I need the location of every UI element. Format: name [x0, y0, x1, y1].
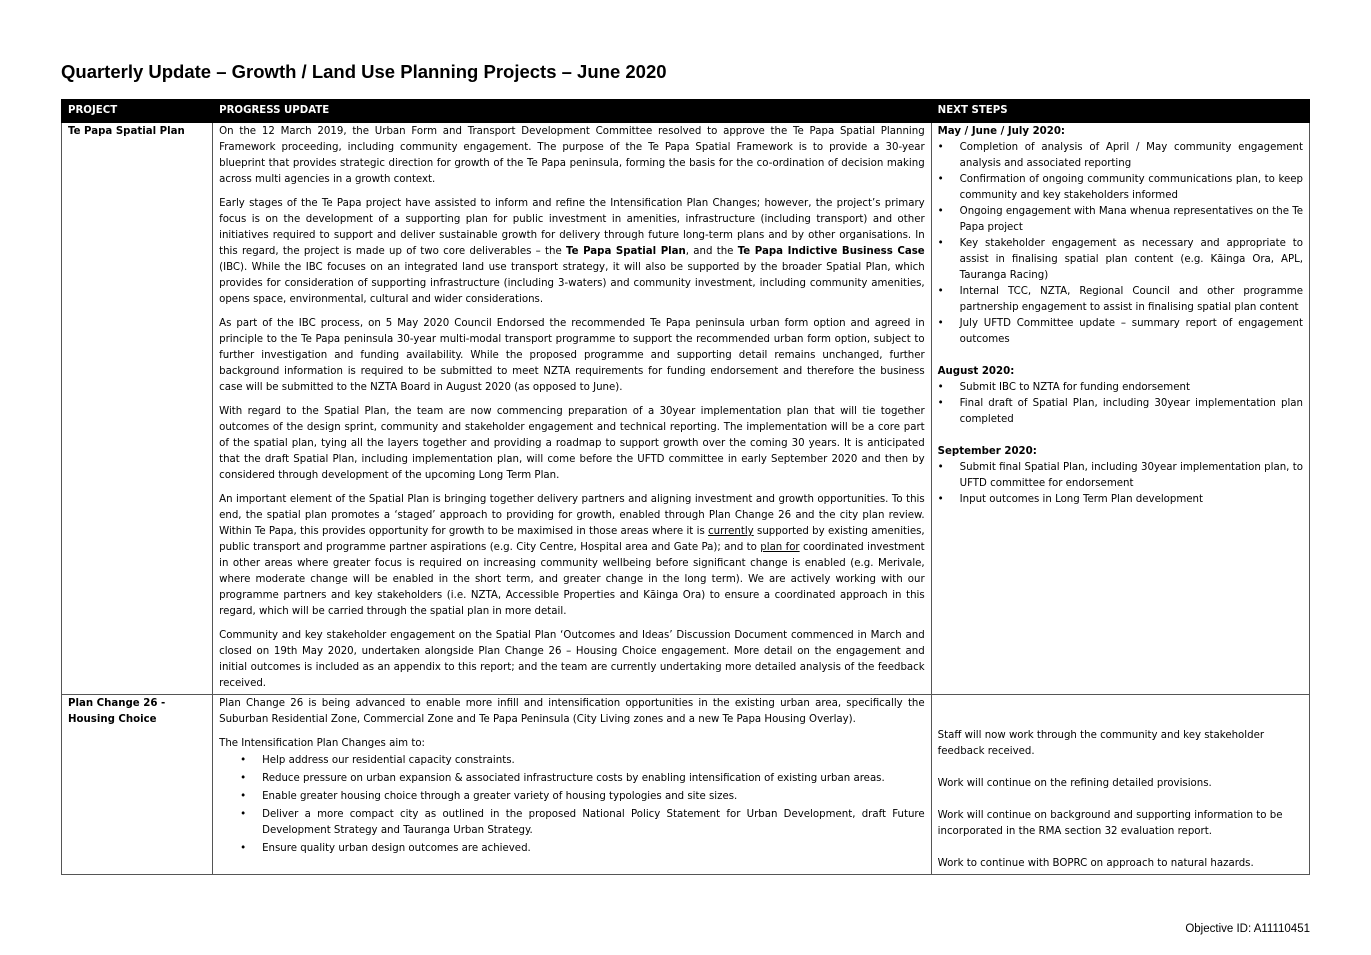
- next-steps-cell: [931, 695, 1309, 875]
- underlined-text: currently: [708, 526, 754, 537]
- next-steps-list: [938, 380, 1303, 428]
- period-heading: September 2020:: [937, 446, 1037, 457]
- list-item: • Key stakeholder engagement as necessary and appropriate to assist in finalising spatial plan content (e.g. Kāinga Ora, APL, Tauranga Racing): [938, 236, 1303, 284]
- progress-paragraph: As part of the IBC process, on 5 May 2020 Council Endorsed the recommended Te Papa peninsula urban form option and agreed in principle to the Te Papa peninsula 30-year multi-modal transport programme to support the recommended urban form option, subject to further investigation and funding availability. While the proposed programme and supporting detail remains unchanged, further background information is required to be submitted to meet NZTA requirements for funding endorsement and therefore the business case will be submitted to the NZTA Board in August 2020 (as opposed to June).: [219, 318, 925, 393]
- progress-paragraph: Community and key stakeholder engagement on the Spatial Plan ‘Outcomes and Ideas’ Discussion Document commenced in March and closed on 19th May 2020, undertaken alongside Plan Change 26 – Housing Choice engagement. More detail on the engagement and initial outcomes is included as an appendix to this report; and the team are currently undertaking more detailed analysis of the feedback received.: [219, 630, 925, 689]
- deliverable-business-case: Te Papa Indictive Business Case: [737, 246, 925, 257]
- table-row: [62, 123, 1310, 695]
- list-item: • Final draft of Spatial Plan, including 30year implementation plan completed: [938, 396, 1303, 428]
- projects-table: [61, 99, 1310, 875]
- next-step-text: Staff will now work through the community and key stakeholder feedback received.: [937, 730, 1265, 757]
- next-step-text: Work will continue on background and supporting information to be incorporated in the RMA section 32 evaluation report.: [937, 810, 1283, 837]
- next-steps-cell: [931, 123, 1309, 695]
- objective-id: Objective ID: A11110451: [1185, 923, 1310, 935]
- underlined-text: plan for: [760, 542, 800, 553]
- aims-intro: The Intensification Plan Changes aim to:: [219, 738, 425, 749]
- list-item: • Submit final Spatial Plan, including 30year implementation plan, to UFTD committee for endorsement: [938, 460, 1303, 492]
- progress-update-cell: [213, 123, 932, 695]
- list-item: • Submit IBC to NZTA for funding endorsement: [938, 380, 1303, 396]
- list-item: • Completion of analysis of April / May community engagement analysis and associated reporting: [938, 140, 1303, 172]
- list-item: • Ensure quality urban design outcomes are achieved.: [219, 841, 925, 857]
- text-run: Early stages of the Te Papa project have assisted to inform and refine the Intensification Plan Changes; however, the project’s primary focus is on the development of a supporting plan for public investment in amenities, infrastructure (including transport) and other initiatives required to support and deliver sustainable growth for delivery through future long-term plans and by other organisations. In this regard, the project is made up of two core deliverables – the: [219, 198, 925, 257]
- project-name: Te Papa Spatial Plan: [62, 123, 213, 695]
- period-heading: May / June / July 2020:: [937, 126, 1065, 137]
- list-item: • July UFTD Committee update – summary report of engagement outcomes: [938, 316, 1303, 348]
- table-row: [62, 695, 1310, 875]
- progress-paragraph: On the 12 March 2019, the Urban Form and Transport Development Committee resolved to approve the Te Papa Spatial Planning Framework proceeding, including community engagement. The purpose of the Te Papa Spatial Framework is to provide a 30-year blueprint that provides strategic direction for growth of the Te Papa peninsula, forming the basis for the co-ordination of decision making across multi agencies in a growth context.: [219, 126, 925, 185]
- header-progress-update: PROGRESS UPDATE: [213, 100, 932, 123]
- period-heading: August 2020:: [937, 366, 1015, 377]
- list-item: • Reduce pressure on urban expansion & associated infrastructure costs by enabling intensification of existing urban areas.: [219, 771, 925, 787]
- list-item: • Ongoing engagement with Mana whenua representatives on the Te Papa project: [938, 204, 1303, 236]
- list-item: • Enable greater housing choice through a greater variety of housing typologies and site sizes.: [219, 789, 925, 805]
- next-steps-list: [938, 460, 1303, 508]
- text-run: coordinated investment in other areas where greater focus is required on increasing community wellbeing before significant change is enabled (e.g. Merivale, where moderate change will be enabled in the short term, and greater change in the long term). We are actively working with our programme partners and key stakeholders (i.e. NZTA, Accessible Properties and Kāinga Ora) to ensure a coordinated approach in this regard, which will be carried through the spatial plan in more detail.: [219, 542, 925, 617]
- next-steps-list: [938, 140, 1303, 348]
- header-next-steps: NEXT STEPS: [931, 100, 1309, 123]
- project-name: Plan Change 26 - Housing Choice: [62, 695, 213, 875]
- header-project: PROJECT: [62, 100, 213, 123]
- page-title: Quarterly Update – Growth / Land Use Planning Projects – June 2020: [61, 61, 667, 82]
- next-step-text: Work to continue with BOPRC on approach to natural hazards.: [937, 858, 1254, 869]
- progress-paragraph: [219, 196, 925, 308]
- text-run: An important element of the Spatial Plan is bringing together delivery partners and aligning investment and growth opportunities. To this end, the spatial plan promotes a ‘staged’ approach to providing for growth, enabled through Plan Change 26 and the city plan review. Within Te Papa, this provides opportunity for growth to be maximised in those areas where it is: [219, 494, 925, 537]
- aims-list: [219, 753, 925, 857]
- list-item: • Deliver a more compact city as outlined in the proposed National Policy Statement for Urban Development, draft Future Development Strategy and Tauranga Urban Strategy.: [219, 807, 925, 839]
- text-run: , and the: [685, 246, 738, 257]
- list-item: • Help address our residential capacity constraints.: [219, 753, 925, 769]
- list-item: • Input outcomes in Long Term Plan development: [938, 492, 1303, 508]
- text-run: supported by existing amenities, public transport and programme partner aspirations (e.g. City Centre, Hospital area and Gate Pa); and to: [219, 526, 925, 553]
- list-item: • Confirmation of ongoing community communications plan, to keep community and key stakeholders informed: [938, 172, 1303, 204]
- deliverable-spatial-plan: Te Papa Spatial Plan: [566, 246, 686, 257]
- next-step-text: Work will continue on the refining detailed provisions.: [937, 778, 1212, 789]
- progress-paragraph: With regard to the Spatial Plan, the team are now commencing preparation of a 30year implementation plan that will tie together outcomes of the design sprint, community and stakeholder engagement and technical reporting. The implementation will be a core part of the spatial plan, tying all the layers together and providing a roadmap to support growth over the coming 30 years. It is anticipated that the draft Spatial Plan, including implementation plan, will come before the UFTD committee in early September 2020 and then by considered through development of the upcoming Long Term Plan.: [219, 406, 925, 481]
- list-item: • Internal TCC, NZTA, Regional Council and other programme partnership engagement to assist in finalising spatial plan content: [938, 284, 1303, 316]
- progress-update-cell: [213, 695, 932, 875]
- text-run: (IBC). While the IBC focuses on an integrated land use transport strategy, it will also be supported by the broader Spatial Plan, which provides for consideration of supporting infrastructure (including 3-waters) and community investment, including community amenities, opens space, environmental, cultural and wider considerations.: [219, 262, 925, 305]
- progress-paragraph: Plan Change 26 is being advanced to enable more infill and intensification opportunities in the existing urban area, specifically the Suburban Residential Zone, Commercial Zone and Te Papa Peninsula (City Living zones and a new Te Papa Housing Overlay).: [219, 698, 925, 725]
- table-header-row: [62, 100, 1310, 123]
- progress-paragraph: [219, 492, 925, 620]
